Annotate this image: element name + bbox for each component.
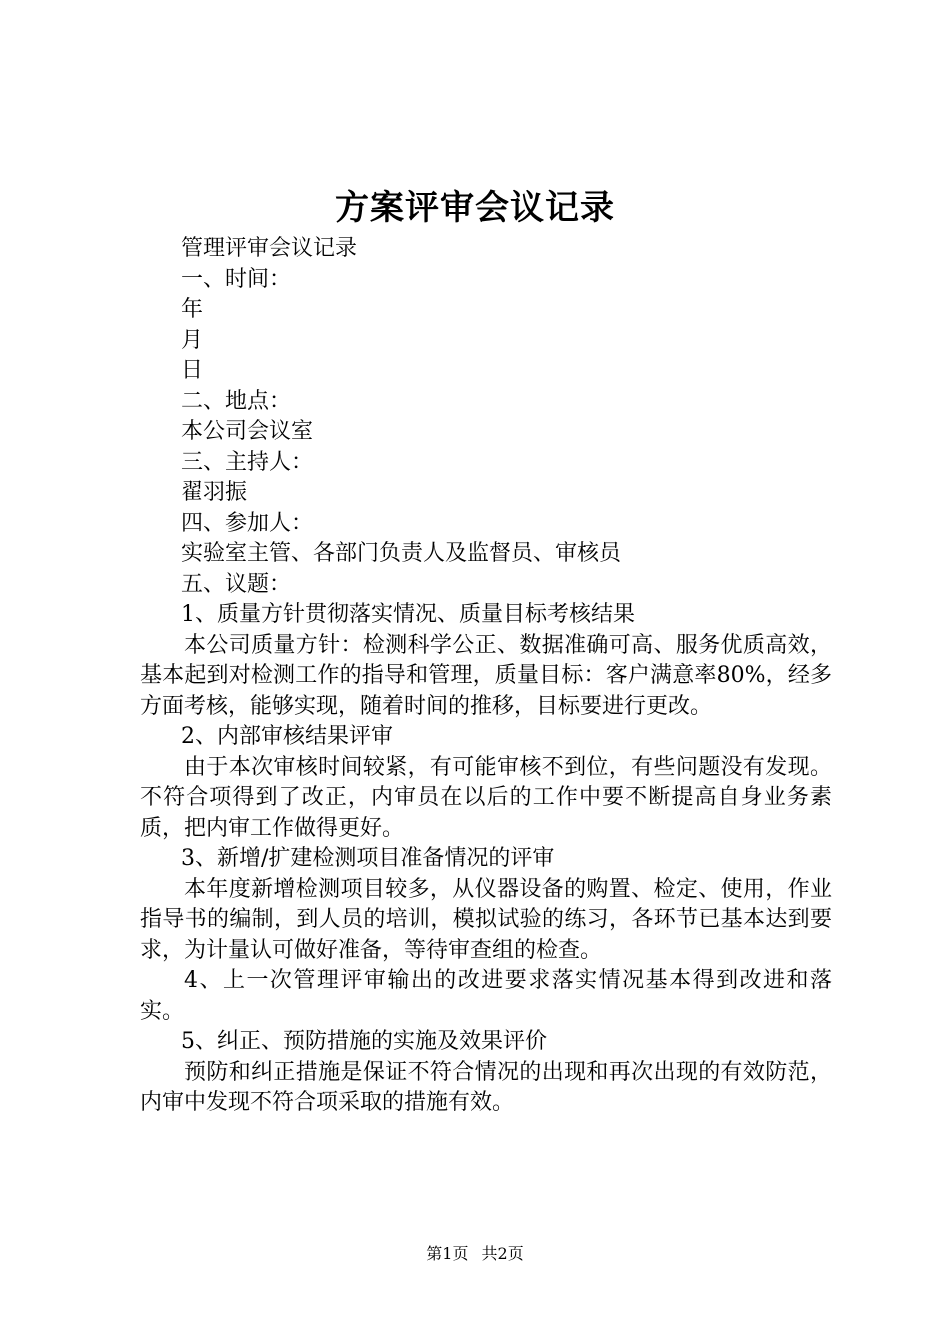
attendees-value: 实验室主管、各部门负责人及监督员、审核员	[181, 541, 622, 566]
topic-2-heading: 2、内部审核结果评审	[181, 724, 393, 749]
page-number: 第1页	[426, 1244, 469, 1263]
document-title: 方案评审会议记录	[335, 188, 615, 228]
topic-1-heading: 1、质量方针贯彻落实情况、质量目标考核结果	[181, 602, 635, 627]
page-total: 共2页	[481, 1244, 524, 1263]
topic-4-paragraph: 4、上一次管理评审输出的改进要求落实情况基本得到改进和落实。	[140, 968, 832, 1024]
page-footer	[0, 1243, 950, 1265]
topic-2-paragraph: 由于本次审核时间较紧，有可能审核不到位，有些问题没有发现。不符合项得到了改正，内审员在以后的工作中要不断提高自身业务素质，把内审工作做得更好。	[140, 754, 832, 841]
document-body	[140, 234, 832, 1119]
location-value: 本公司会议室	[181, 419, 314, 444]
section-attendees: 四、参加人：	[181, 510, 314, 536]
topic-5-heading: 5、纠正、预防措施的实施及效果评价	[181, 1029, 547, 1054]
topic-5-paragraph: 预防和纠正措施是保证不符合情况的出现和再次出现的有效防范，内审中发现不符合项采取的措施有效。	[140, 1059, 832, 1115]
time-year: 年	[181, 297, 204, 322]
topic-1-paragraph: 本公司质量方针：检测科学公正、数据准确可高、服务优质高效，基本起到对检测工作的指导和管理，质量目标：客户满意率80%，经多方面考核，能够实现，随着时间的推移，目标要进行更改。	[140, 632, 832, 719]
time-month: 月	[181, 327, 204, 353]
host-value: 翟羽振	[181, 480, 248, 505]
topic-3-heading: 3、新增/扩建检测项目准备情况的评审	[181, 846, 555, 871]
topic-3-paragraph: 本年度新增检测项目较多，从仪器设备的购置、检定、使用，作业指导书的编制，到人员的培训，模拟试验的练习，各环节已基本达到要求，为计量认可做好准备，等待审查组的检查。	[140, 876, 832, 963]
section-location: 二、地点：	[181, 388, 292, 414]
time-day: 日	[181, 358, 204, 383]
section-topics: 五、议题：	[181, 571, 292, 597]
heading-line: 管理评审会议记录	[181, 236, 358, 261]
section-host: 三、主持人：	[181, 449, 314, 475]
section-time: 一、时间：	[181, 266, 292, 292]
